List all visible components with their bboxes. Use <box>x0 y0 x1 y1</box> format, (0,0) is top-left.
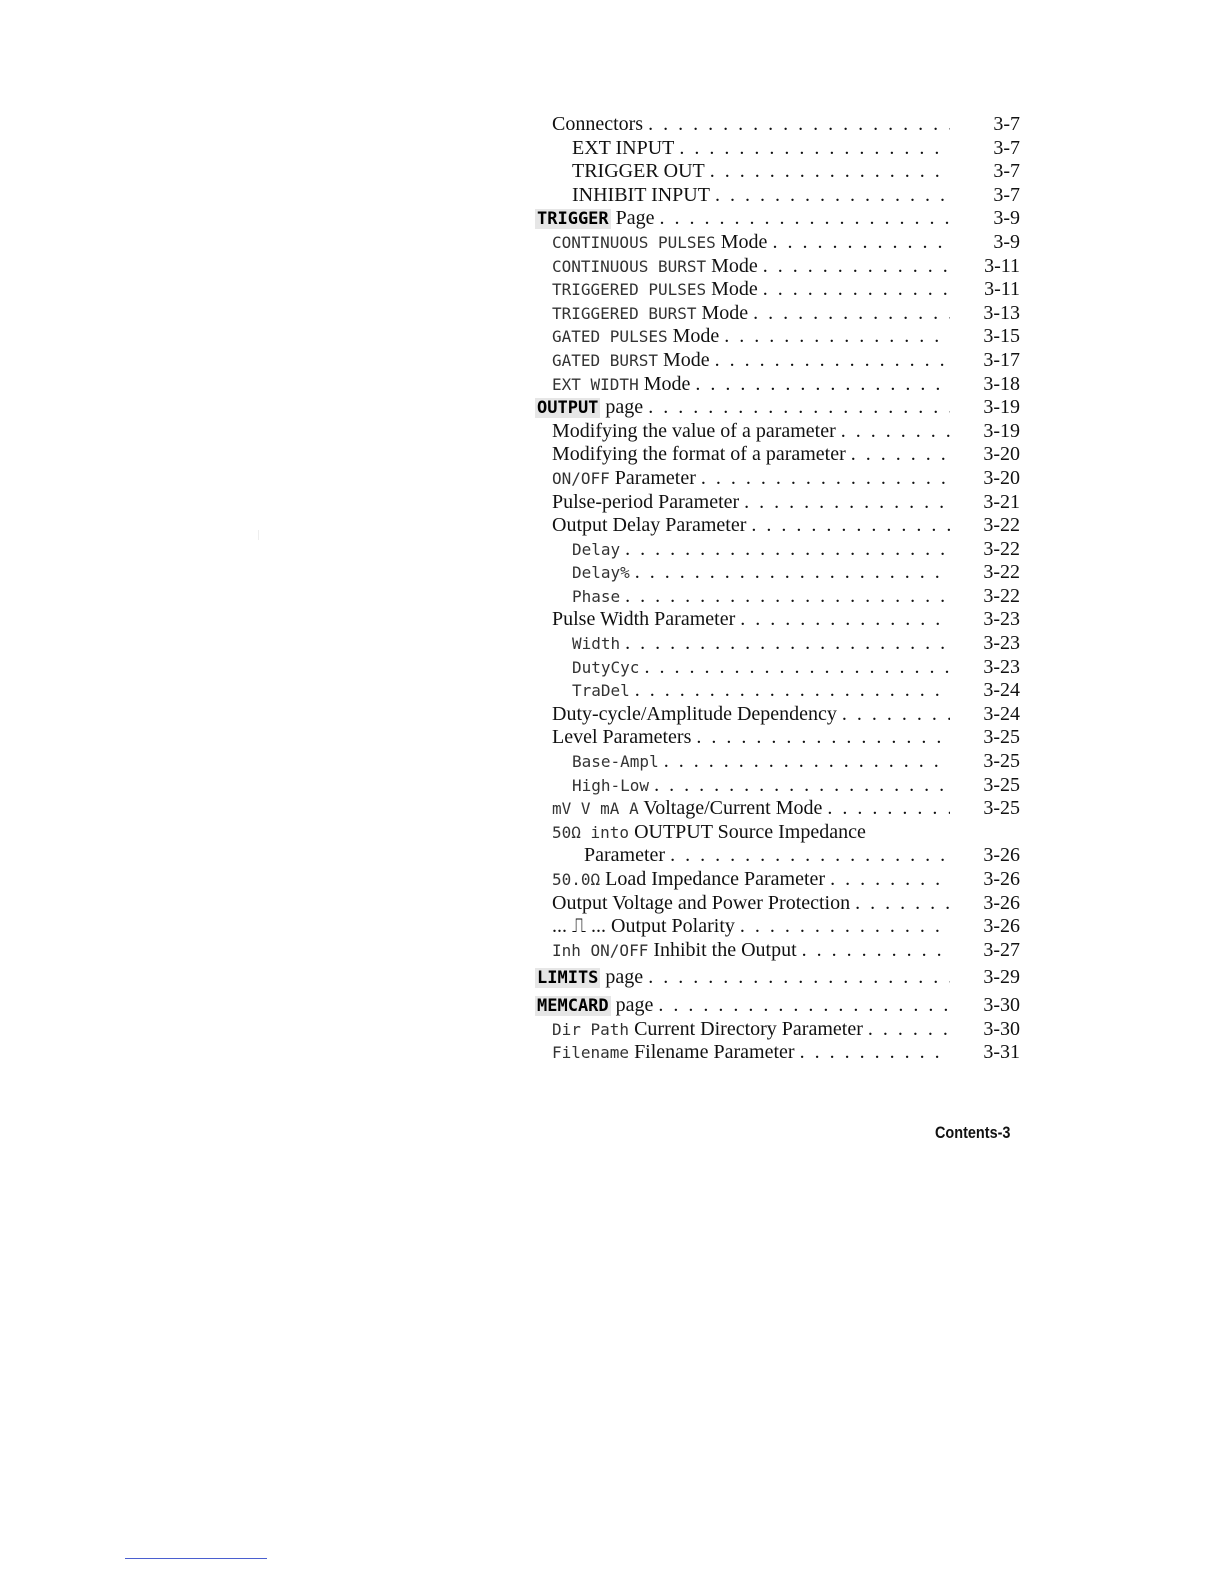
toc-entry[interactable] <box>535 656 1020 680</box>
dot-leader <box>648 966 950 990</box>
footer-rule <box>125 1558 267 1559</box>
toc-entry-label <box>572 585 620 609</box>
softkey-label: GATED BURST <box>552 350 658 370</box>
toc-text: INHIBIT INPUT <box>572 183 710 206</box>
toc-text: Output Voltage and Power Protection <box>552 891 851 914</box>
toc-entry-label <box>552 302 748 326</box>
toc-text: Modifying the format of a parameter <box>552 443 846 466</box>
toc-page-number: 3-23 <box>983 655 1020 678</box>
toc-entry[interactable] <box>535 585 1020 609</box>
toc-page-number: 3-22 <box>983 561 1020 584</box>
dot-leader <box>772 231 950 255</box>
dot-leader <box>763 255 950 279</box>
toc-page-number: 3-30 <box>983 993 1020 1016</box>
toc-entry[interactable] <box>535 160 1020 184</box>
hardkey-label: MEMCARD <box>537 995 609 1016</box>
toc-entry[interactable] <box>535 844 1020 868</box>
toc-text: page <box>600 396 644 419</box>
dot-leader <box>660 207 950 231</box>
toc-text: Pulse-period Parameter <box>552 490 740 513</box>
toc-entry[interactable] <box>535 726 1020 750</box>
toc-page-number: 3-27 <box>983 938 1020 961</box>
dot-leader <box>868 1018 950 1042</box>
hardkey-label: LIMITS <box>537 968 599 989</box>
toc-entry[interactable] <box>535 966 1020 990</box>
toc-page-number: 3-9 <box>993 207 1020 230</box>
softkey-label: Delay <box>572 539 621 559</box>
toc-entry[interactable] <box>535 278 1020 302</box>
toc-text: TRIGGER OUT <box>572 160 705 183</box>
toc-text: Inhibit the Output <box>648 938 797 961</box>
dot-leader <box>800 1041 950 1065</box>
toc-page-number: 3-26 <box>983 891 1020 914</box>
toc-text: Parameter <box>609 466 696 489</box>
toc-entry[interactable] <box>535 207 1020 231</box>
toc-page-number: 3-23 <box>983 608 1020 631</box>
softkey-label: ON/OFF <box>552 468 610 488</box>
toc-page-number: 3-15 <box>983 325 1020 348</box>
toc-text: Load Impedance Parameter <box>600 868 826 890</box>
toc-text: Mode <box>657 348 710 371</box>
toc-page-number: 3-21 <box>983 490 1020 513</box>
toc-page-number: 3-20 <box>983 466 1020 489</box>
toc-entry[interactable] <box>535 994 1020 1018</box>
dot-leader <box>744 491 950 515</box>
toc-entry-label <box>552 255 758 279</box>
toc-entry-label <box>552 726 691 750</box>
toc-entry-label <box>552 420 836 444</box>
dot-leader <box>753 302 950 326</box>
dot-leader <box>625 632 950 656</box>
dot-leader <box>802 939 950 963</box>
toc-entry-label <box>552 113 643 137</box>
toc-page-number: 3-30 <box>983 1017 1020 1040</box>
dot-leader <box>625 538 950 562</box>
toc-text: OUTPUT Source Impedance <box>629 820 866 843</box>
toc-text: Output Delay Parameter <box>552 514 747 537</box>
dot-leader <box>635 679 950 703</box>
toc-entry-label <box>572 632 620 656</box>
toc-text: Mode <box>638 372 691 395</box>
softkey-label: Delay% <box>572 563 630 583</box>
toc-page-number: 3-24 <box>983 702 1020 725</box>
toc-entry[interactable] <box>535 349 1020 373</box>
dot-leader <box>654 774 950 798</box>
softkey-label: High-Low <box>572 775 650 795</box>
dot-leader <box>635 561 950 585</box>
softkey-label: Inh ON/OFF <box>552 940 649 960</box>
toc-page-number: 3-7 <box>993 160 1020 183</box>
toc-page-number: 3-7 <box>993 113 1020 135</box>
toc-entry-label <box>572 184 710 208</box>
toc-entry[interactable] <box>535 231 1020 255</box>
toc-text: Mode <box>706 254 758 277</box>
dot-leader <box>740 608 950 632</box>
toc-entry-label <box>552 373 690 397</box>
dot-leader <box>670 844 950 868</box>
toc-entry[interactable] <box>535 561 1020 585</box>
toc-page-number: 3-20 <box>983 443 1020 466</box>
dot-leader <box>715 184 950 208</box>
softkey-label: Width <box>572 634 621 654</box>
toc-entry-label <box>572 137 674 161</box>
dot-leader <box>701 467 950 491</box>
softkey-label: Phase <box>572 586 621 606</box>
toc-entry-label <box>552 349 710 373</box>
softkey-label: TRIGGERED BURST <box>552 303 697 323</box>
toc-page-number: 3-11 <box>984 254 1020 277</box>
toc-page-number: 3-19 <box>983 396 1020 419</box>
toc-entry-label <box>552 514 746 538</box>
toc-page-number: 3-22 <box>983 584 1020 607</box>
toc-entry-label <box>572 538 620 562</box>
toc-entry[interactable] <box>535 608 1020 632</box>
dot-leader <box>658 994 950 1018</box>
toc-entry[interactable] <box>535 750 1020 774</box>
softkey-label: CONTINUOUS PULSES <box>552 232 716 252</box>
toc-entry-label <box>572 656 639 680</box>
toc-page-number: 3-26 <box>983 844 1020 867</box>
softkey-label: CONTINUOUS BURST <box>552 256 707 276</box>
toc-entry[interactable] <box>535 821 1020 845</box>
toc-entry[interactable] <box>535 915 1020 939</box>
toc-entry-label <box>552 892 850 916</box>
dot-leader <box>664 750 950 774</box>
toc-entry[interactable] <box>535 443 1020 467</box>
page-footer-label: Contents-3 <box>935 1123 1011 1142</box>
toc-page-number: 3-22 <box>983 537 1020 560</box>
softkey-label: TRIGGERED PULSES <box>552 280 707 300</box>
toc-text: Mode <box>706 278 758 301</box>
softkey-label: mV V mA A <box>552 799 639 819</box>
margin-mark <box>258 530 259 540</box>
toc-entry[interactable] <box>535 538 1020 562</box>
softkey-label: TraDel <box>572 681 630 701</box>
toc-text: Connectors <box>552 113 644 135</box>
softkey-label: DutyCyc <box>572 657 640 677</box>
toc-text: Modifying the value of a parameter <box>552 419 836 442</box>
toc-page-number: 3-31 <box>983 1041 1020 1064</box>
softkey-label: 50.0Ω <box>552 870 601 889</box>
dot-leader <box>763 278 950 302</box>
softkey-label: Base-Ampl <box>572 752 659 772</box>
softkey-label: Dir Path <box>552 1019 630 1039</box>
toc-page-number: 3-11 <box>984 278 1020 301</box>
softkey-label: EXT WIDTH <box>552 374 639 394</box>
toc-entry-label <box>552 1018 863 1042</box>
toc-entry-label <box>552 231 767 255</box>
toc-entry-label <box>572 774 649 798</box>
toc-entry-label <box>572 561 630 585</box>
toc-page-number: 3-7 <box>993 183 1020 206</box>
toc-text: Parameter <box>584 844 666 867</box>
dot-leader <box>751 514 950 538</box>
toc-entry-label <box>572 750 659 774</box>
toc-entry-label <box>535 994 653 1019</box>
toc-entry[interactable] <box>535 774 1020 798</box>
dot-leader <box>855 892 950 916</box>
toc-page-number: 3-23 <box>983 632 1020 655</box>
toc-page-number: 3-29 <box>983 966 1020 989</box>
toc-entry[interactable] <box>535 892 1020 916</box>
dot-leader <box>827 797 950 821</box>
toc-entry[interactable] <box>535 113 1020 137</box>
toc-entry-label <box>552 278 758 302</box>
toc-entry[interactable] <box>535 467 1020 491</box>
toc-entry-label <box>552 467 696 491</box>
toc-text: Duty-cycle/Amplitude Dependency <box>552 702 837 725</box>
toc-entry[interactable] <box>535 939 1020 963</box>
dot-leader <box>679 137 950 161</box>
dot-leader <box>644 656 950 680</box>
toc-entry-label <box>572 160 705 184</box>
dot-leader <box>724 325 950 349</box>
toc-entry[interactable] <box>535 302 1020 326</box>
toc-entry-label <box>572 679 630 703</box>
toc-entry-label <box>552 939 797 963</box>
toc-entry-label <box>584 844 665 868</box>
toc-entry[interactable] <box>535 1041 1020 1065</box>
toc-page-number: 3-24 <box>983 679 1020 702</box>
toc-entry-label <box>552 915 735 939</box>
toc-text: Voltage/Current Mode <box>638 797 823 820</box>
toc-page-number: 3-25 <box>983 726 1020 749</box>
hardkey-label: TRIGGER <box>537 209 609 230</box>
toc-page-number: 3-9 <box>993 230 1020 253</box>
toc-entry[interactable] <box>535 373 1020 397</box>
toc-text: page <box>600 966 644 989</box>
softkey-label: 50Ω into <box>552 822 630 842</box>
toc-text: Pulse Width Parameter <box>552 608 736 631</box>
toc-entry-label <box>552 325 719 349</box>
toc-entry-label <box>552 491 739 515</box>
hardkey-label: OUTPUT <box>537 398 599 419</box>
dot-leader <box>695 373 950 397</box>
toc-page-number: 3-25 <box>983 750 1020 773</box>
dot-leader <box>710 160 950 184</box>
toc-page-number: 3-26 <box>983 915 1020 938</box>
toc-entry[interactable] <box>535 514 1020 538</box>
toc-entry[interactable] <box>535 679 1020 703</box>
dot-leader <box>842 703 950 727</box>
toc-entry-label <box>552 608 735 632</box>
toc-entry-label <box>535 396 643 421</box>
dot-leader <box>830 868 950 892</box>
toc-text: Filename Parameter <box>629 1041 795 1064</box>
toc-text: Mode <box>715 230 768 253</box>
table-of-contents <box>535 113 1020 1065</box>
toc-entry[interactable] <box>535 632 1020 656</box>
toc-entry[interactable] <box>535 797 1020 821</box>
toc-text: page <box>610 993 654 1016</box>
toc-entry[interactable] <box>535 703 1020 727</box>
toc-page-number: 3-25 <box>983 773 1020 796</box>
toc-text: ... ⎍ ... Output Polarity <box>552 915 735 938</box>
toc-page-number: 3-22 <box>983 514 1020 537</box>
toc-entry[interactable] <box>535 255 1020 279</box>
softkey-label: Filename <box>552 1043 630 1063</box>
toc-text: Mode <box>667 325 720 348</box>
softkey-label: GATED PULSES <box>552 327 668 347</box>
toc-text: Level Parameters <box>552 726 692 749</box>
toc-entry[interactable] <box>535 184 1020 208</box>
toc-entry[interactable] <box>535 420 1020 444</box>
dot-leader <box>715 349 950 373</box>
toc-entry-label <box>535 207 655 232</box>
dot-leader <box>841 420 950 444</box>
toc-entry[interactable] <box>535 868 1020 892</box>
toc-entry-label <box>552 1041 795 1065</box>
dot-leader <box>648 396 950 420</box>
dot-leader <box>648 113 950 137</box>
dot-leader <box>740 915 950 939</box>
toc-entry[interactable] <box>535 137 1020 161</box>
toc-entry[interactable] <box>535 1018 1020 1042</box>
toc-page-number: 3-7 <box>993 136 1020 159</box>
toc-text: Page <box>610 207 655 230</box>
toc-text: Mode <box>696 301 749 324</box>
toc-text: EXT INPUT <box>572 136 675 159</box>
toc-entry-label <box>552 821 866 845</box>
toc-page-number: 3-13 <box>983 301 1020 324</box>
toc-page-number: 3-19 <box>983 419 1020 442</box>
toc-entry-label <box>552 443 846 467</box>
toc-page-number: 3-26 <box>983 868 1020 890</box>
toc-entry-label <box>552 868 825 892</box>
dot-leader <box>696 726 950 750</box>
toc-entry-label <box>552 797 822 821</box>
toc-entry[interactable] <box>535 396 1020 420</box>
toc-entry[interactable] <box>535 491 1020 515</box>
dot-leader <box>851 443 950 467</box>
dot-leader <box>625 585 950 609</box>
toc-entry-label <box>535 966 643 991</box>
toc-page-number: 3-18 <box>983 372 1020 395</box>
toc-page-number: 3-25 <box>983 797 1020 820</box>
toc-page-number: 3-17 <box>983 348 1020 371</box>
toc-text: Current Directory Parameter <box>629 1017 863 1040</box>
toc-entry-label <box>552 703 837 727</box>
toc-entry[interactable] <box>535 325 1020 349</box>
